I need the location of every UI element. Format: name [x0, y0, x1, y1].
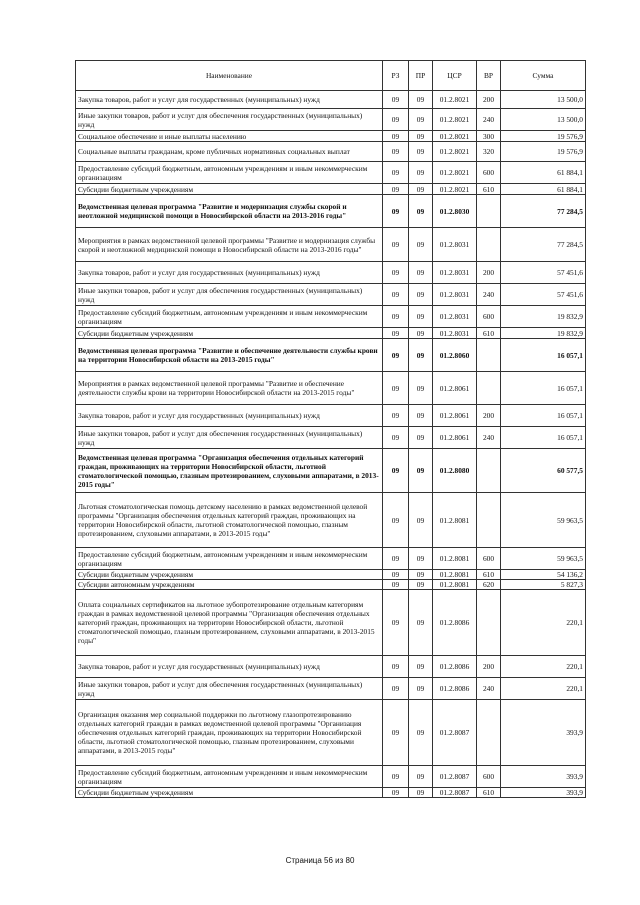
cell-csr: 01.2.8060	[433, 339, 477, 372]
table-row	[76, 700, 586, 766]
cell-pr: 09	[409, 788, 433, 798]
cell-name: Мероприятия в рамках ведомственной целевой программы "Развитие и модернизация службы скорой и неотложной медицинской помощи в Новосибирской области на 2013-2016 годы"	[76, 228, 383, 262]
cell-name: Социальное обеспечение и иные выплаты населению	[76, 131, 383, 142]
budget-table	[75, 60, 586, 798]
cell-name: Закупка товаров, работ и услуг для государственных (муниципальных) нужд	[76, 262, 383, 284]
cell-rz: 09	[383, 109, 409, 131]
cell-name: Субсидии бюджетным учреждениям	[76, 570, 383, 580]
cell-name: Субсидии бюджетным учреждениям	[76, 328, 383, 339]
cell-rz: 09	[383, 131, 409, 142]
cell-rz: 09	[383, 548, 409, 570]
table-row	[76, 142, 586, 162]
cell-sum: 220,1	[501, 590, 586, 656]
cell-sum: 77 284,5	[501, 228, 586, 262]
cell-sum: 59 963,5	[501, 548, 586, 570]
cell-rz: 09	[383, 427, 409, 449]
cell-name: Ведомственная целевая программа "Развитие и обеспечение деятельности службы крови на территории Новосибирской области на 2013-2015 годы"	[76, 339, 383, 372]
cell-pr: 09	[409, 405, 433, 427]
cell-pr: 09	[409, 548, 433, 570]
cell-csr: 01.2.8021	[433, 91, 477, 109]
cell-vr: 600	[477, 162, 501, 184]
cell-pr: 09	[409, 228, 433, 262]
cell-name: Льготная стоматологическая помощь детскому населению в рамках ведомственной целевой программы "Организация обеспечения отдельных категорий граждан, проживающих на территории Новосибирской области, льготной стоматологической помощью, глазным протезированием, слуховыми аппаратами, в 2013-2015 годы"	[76, 493, 383, 548]
cell-name: Субсидии автономным учреждениям	[76, 580, 383, 590]
cell-sum: 57 451,6	[501, 284, 586, 306]
cell-vr: 610	[477, 788, 501, 798]
table-row	[76, 570, 586, 580]
cell-csr: 01.2.8021	[433, 184, 477, 195]
cell-rz: 09	[383, 405, 409, 427]
table-row	[76, 262, 586, 284]
cell-pr: 09	[409, 328, 433, 339]
cell-rz: 09	[383, 449, 409, 493]
cell-name: Социальные выплаты гражданам, кроме публичных нормативных социальных выплат	[76, 142, 383, 162]
cell-vr: 200	[477, 91, 501, 109]
cell-vr	[477, 700, 501, 766]
cell-csr: 01.2.8021	[433, 142, 477, 162]
table-row	[76, 427, 586, 449]
cell-sum: 19 832,9	[501, 306, 586, 328]
cell-pr: 09	[409, 590, 433, 656]
cell-name: Организация оказания мер социальной поддержки по льготному глазопротезированию отдельных категорий граждан в рамках ведомственной целевой программы "Организация обеспечения отдельных категорий граждан, проживающих на территории Новосибирской области, льготной стоматологической помощью, глазным протезированием, слуховыми аппаратами, в 2013-2015 годы"	[76, 700, 383, 766]
cell-pr: 09	[409, 339, 433, 372]
cell-sum: 16 057,1	[501, 427, 586, 449]
cell-pr: 09	[409, 131, 433, 142]
cell-vr	[477, 228, 501, 262]
cell-csr: 01.2.8086	[433, 656, 477, 678]
cell-sum: 16 057,1	[501, 339, 586, 372]
cell-pr: 09	[409, 570, 433, 580]
cell-name: Ведомственная целевая программа "Развитие и модернизация службы скорой и неотложной медицинской помощи в Новосибирской области на 2013-2016 годы"	[76, 195, 383, 228]
cell-rz: 09	[383, 372, 409, 405]
cell-sum: 393,9	[501, 788, 586, 798]
table-row	[76, 548, 586, 570]
cell-rz: 09	[383, 228, 409, 262]
cell-sum: 393,9	[501, 766, 586, 788]
cell-vr: 200	[477, 405, 501, 427]
cell-sum: 19 576,9	[501, 142, 586, 162]
cell-sum: 61 884,1	[501, 184, 586, 195]
cell-pr: 09	[409, 91, 433, 109]
table-row	[76, 328, 586, 339]
cell-csr: 01.2.8087	[433, 766, 477, 788]
cell-pr: 09	[409, 184, 433, 195]
cell-rz: 09	[383, 184, 409, 195]
cell-rz: 09	[383, 766, 409, 788]
cell-pr: 09	[409, 372, 433, 405]
table-row	[76, 306, 586, 328]
cell-rz: 09	[383, 678, 409, 700]
cell-name: Иные закупки товаров, работ и услуг для обеспечения государственных (муниципальных) нужд	[76, 678, 383, 700]
cell-rz: 09	[383, 284, 409, 306]
cell-rz: 09	[383, 570, 409, 580]
cell-vr: 200	[477, 656, 501, 678]
cell-vr: 620	[477, 580, 501, 590]
cell-csr: 01.2.8021	[433, 162, 477, 184]
cell-sum: 393,9	[501, 700, 586, 766]
cell-csr: 01.2.8081	[433, 570, 477, 580]
cell-sum: 19 832,9	[501, 328, 586, 339]
cell-csr: 01.2.8081	[433, 580, 477, 590]
cell-sum: 13 500,0	[501, 109, 586, 131]
cell-pr: 09	[409, 678, 433, 700]
cell-sum: 5 827,3	[501, 580, 586, 590]
cell-sum: 16 057,1	[501, 372, 586, 405]
cell-csr: 01.2.8061	[433, 427, 477, 449]
cell-csr: 01.2.8086	[433, 590, 477, 656]
table-row	[76, 678, 586, 700]
cell-name: Иные закупки товаров, работ и услуг для обеспечения государственных (муниципальных) нужд	[76, 427, 383, 449]
cell-rz: 09	[383, 590, 409, 656]
cell-csr: 01.2.8061	[433, 372, 477, 405]
cell-sum: 59 963,5	[501, 493, 586, 548]
cell-csr: 01.2.8081	[433, 493, 477, 548]
table-row	[76, 184, 586, 195]
cell-vr	[477, 339, 501, 372]
cell-pr: 09	[409, 284, 433, 306]
cell-vr	[477, 493, 501, 548]
cell-pr: 09	[409, 766, 433, 788]
header-pr: ПР	[409, 61, 433, 91]
table-row	[76, 339, 586, 372]
cell-name: Закупка товаров, работ и услуг для государственных (муниципальных) нужд	[76, 656, 383, 678]
cell-vr	[477, 372, 501, 405]
header-sum: Сумма	[501, 61, 586, 91]
cell-pr: 09	[409, 449, 433, 493]
cell-csr: 01.2.8031	[433, 306, 477, 328]
cell-name: Оплата социальных сертификатов на льготное зубопротезирование отдельным категориям граждан в рамках ведомственной целевой программы "Организация обеспечения отдельных категорий граждан, проживающих на территории Новосибирской области, льготной стоматологической помощью, глазным протезированием, слуховыми аппаратами, в 2013-2015 годы"	[76, 590, 383, 656]
cell-vr: 300	[477, 131, 501, 142]
cell-pr: 09	[409, 656, 433, 678]
cell-csr: 01.2.8061	[433, 405, 477, 427]
header-csr: ЦСР	[433, 61, 477, 91]
table-row	[76, 284, 586, 306]
cell-rz: 09	[383, 262, 409, 284]
cell-rz: 09	[383, 91, 409, 109]
cell-sum: 61 884,1	[501, 162, 586, 184]
cell-pr: 09	[409, 427, 433, 449]
cell-pr: 09	[409, 109, 433, 131]
cell-csr: 01.2.8086	[433, 678, 477, 700]
header-rz: РЗ	[383, 61, 409, 91]
cell-pr: 09	[409, 162, 433, 184]
cell-csr: 01.2.8081	[433, 548, 477, 570]
cell-csr: 01.2.8087	[433, 700, 477, 766]
table-row	[76, 91, 586, 109]
cell-vr: 240	[477, 678, 501, 700]
cell-vr: 240	[477, 427, 501, 449]
cell-vr: 240	[477, 109, 501, 131]
cell-name: Иные закупки товаров, работ и услуг для обеспечения государственных (муниципальных) нужд	[76, 109, 383, 131]
cell-pr: 09	[409, 493, 433, 548]
cell-csr: 01.2.8021	[433, 109, 477, 131]
header-vr: ВР	[477, 61, 501, 91]
table-row	[76, 580, 586, 590]
table-row	[76, 493, 586, 548]
cell-name: Закупка товаров, работ и услуг для государственных (муниципальных) нужд	[76, 405, 383, 427]
cell-name: Субсидии бюджетным учреждениям	[76, 788, 383, 798]
cell-pr: 09	[409, 700, 433, 766]
cell-csr: 01.2.8080	[433, 449, 477, 493]
cell-vr	[477, 590, 501, 656]
cell-sum: 60 577,5	[501, 449, 586, 493]
cell-vr: 600	[477, 548, 501, 570]
cell-rz: 09	[383, 328, 409, 339]
cell-csr: 01.2.8021	[433, 131, 477, 142]
cell-vr: 320	[477, 142, 501, 162]
cell-rz: 09	[383, 306, 409, 328]
cell-rz: 09	[383, 493, 409, 548]
cell-rz: 09	[383, 142, 409, 162]
cell-sum: 220,1	[501, 678, 586, 700]
cell-sum: 16 057,1	[501, 405, 586, 427]
cell-vr: 600	[477, 306, 501, 328]
cell-name: Предоставление субсидий бюджетным, автономным учреждениям и иным некоммерческим организациям	[76, 162, 383, 184]
cell-sum: 220,1	[501, 656, 586, 678]
cell-sum: 57 451,6	[501, 262, 586, 284]
table-row	[76, 109, 586, 131]
header-name: Наименование	[76, 61, 383, 91]
cell-name: Предоставление субсидий бюджетным, автономным учреждениям и иным некоммерческим организациям	[76, 306, 383, 328]
cell-rz: 09	[383, 162, 409, 184]
cell-rz: 09	[383, 788, 409, 798]
cell-csr: 01.2.8031	[433, 228, 477, 262]
table-row	[76, 656, 586, 678]
cell-vr: 240	[477, 284, 501, 306]
cell-rz: 09	[383, 195, 409, 228]
table-row	[76, 766, 586, 788]
table-row	[76, 162, 586, 184]
cell-name: Иные закупки товаров, работ и услуг для обеспечения государственных (муниципальных) нужд	[76, 284, 383, 306]
cell-pr: 09	[409, 142, 433, 162]
cell-pr: 09	[409, 306, 433, 328]
cell-name: Ведомственная целевая программа "Организация обеспечения отдельных категорий граждан, проживающих на территории Новосибирской области, льготной стоматологической помощью, глазным протезированием, слуховыми аппаратами, в 2013-2015 годы"	[76, 449, 383, 493]
cell-rz: 09	[383, 700, 409, 766]
table-row	[76, 195, 586, 228]
cell-vr: 610	[477, 570, 501, 580]
cell-sum: 77 284,5	[501, 195, 586, 228]
cell-rz: 09	[383, 656, 409, 678]
cell-pr: 09	[409, 262, 433, 284]
page-number: Страница 56 из 80	[285, 856, 355, 865]
cell-vr: 600	[477, 766, 501, 788]
table-row	[76, 788, 586, 798]
header-row	[76, 61, 586, 91]
table-row	[76, 449, 586, 493]
cell-rz: 09	[383, 580, 409, 590]
table-row	[76, 131, 586, 142]
table-row	[76, 228, 586, 262]
cell-name: Мероприятия в рамках ведомственной целевой программы "Развитие и обеспечение деятельности службы крови на территории Новосибирской области на 2013-2015 годы"	[76, 372, 383, 405]
table-body	[76, 91, 586, 798]
cell-sum: 19 576,9	[501, 131, 586, 142]
cell-vr: 610	[477, 328, 501, 339]
table-row	[76, 405, 586, 427]
table-row	[76, 372, 586, 405]
cell-rz: 09	[383, 339, 409, 372]
cell-pr: 09	[409, 580, 433, 590]
cell-vr	[477, 449, 501, 493]
cell-vr: 610	[477, 184, 501, 195]
cell-name: Предоставление субсидий бюджетным, автономным учреждениям и иным некоммерческим организациям	[76, 548, 383, 570]
cell-sum: 54 136,2	[501, 570, 586, 580]
cell-name: Закупка товаров, работ и услуг для государственных (муниципальных) нужд	[76, 91, 383, 109]
cell-csr: 01.2.8031	[433, 262, 477, 284]
cell-csr: 01.2.8030	[433, 195, 477, 228]
cell-csr: 01.2.8087	[433, 788, 477, 798]
cell-name: Субсидии бюджетным учреждениям	[76, 184, 383, 195]
cell-name: Предоставление субсидий бюджетным, автономным учреждениям и иным некоммерческим организациям	[76, 766, 383, 788]
cell-vr	[477, 195, 501, 228]
cell-pr: 09	[409, 195, 433, 228]
cell-sum: 13 500,0	[501, 91, 586, 109]
cell-vr: 200	[477, 262, 501, 284]
cell-csr: 01.2.8031	[433, 328, 477, 339]
table-row	[76, 590, 586, 656]
cell-csr: 01.2.8031	[433, 284, 477, 306]
